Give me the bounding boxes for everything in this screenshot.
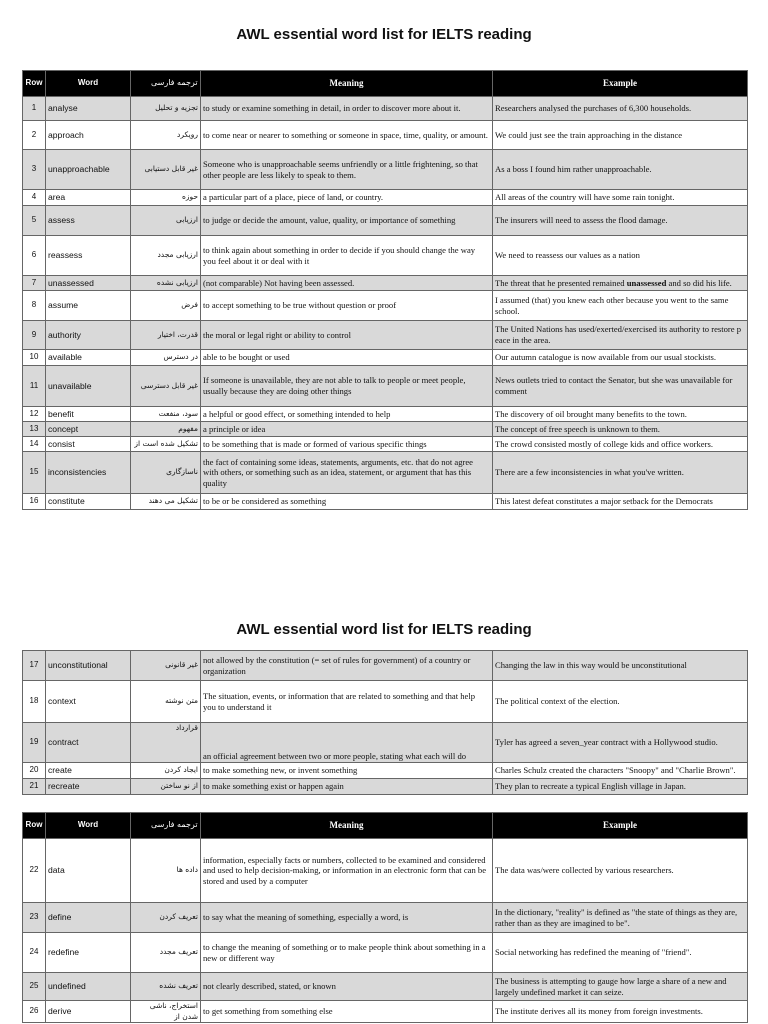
example: We need to reassess our values as a nation (493, 236, 748, 276)
word: unassessed (46, 276, 131, 291)
table-row (23, 903, 748, 933)
row-number: 15 (23, 452, 46, 494)
persian-translation: تعریف نشده (131, 973, 201, 1001)
row-number: 5 (23, 206, 46, 236)
word: approach (46, 121, 131, 150)
example: The discovery of oil brought many benefits to the town. (493, 407, 748, 422)
table-row (23, 407, 748, 422)
word: concept (46, 422, 131, 437)
row-number: 20 (23, 763, 46, 779)
row-number: 6 (23, 236, 46, 276)
table-row (23, 763, 748, 779)
word-table-3 (22, 812, 748, 1023)
row-number: 19 (23, 723, 46, 763)
meaning: a helpful or good effect, or something intended to help (201, 407, 493, 422)
persian-translation: غیر قابل دسترسی (131, 366, 201, 407)
table-row (23, 933, 748, 973)
word: available (46, 350, 131, 366)
persian-translation: استخراج، ناشی شدن از (131, 1001, 201, 1023)
word-table-1 (22, 70, 748, 510)
row-number: 9 (23, 321, 46, 350)
row-number: 23 (23, 903, 46, 933)
persian-translation: داده ها (131, 839, 201, 903)
example-highlight: unassessed (626, 277, 667, 288)
example: The data was/were collected by various researchers. (493, 839, 748, 903)
row-number: 11 (23, 366, 46, 407)
row-number: 2 (23, 121, 46, 150)
word: authority (46, 321, 131, 350)
meaning: The situation, events, or information that are related to something and that help you to understand it (201, 681, 493, 723)
example: Our autumn catalogue is now available from our usual stockists. (493, 350, 748, 366)
meaning: information, especially facts or numbers, collected to be examined and considered and used to help decision-making, or information in an electronic form that can be stored and used by a computer (201, 839, 493, 903)
meaning: to come near or nearer to something or someone in space, time, quality, or amount. (201, 121, 493, 150)
table-row (23, 779, 748, 795)
header-row: Row (23, 71, 46, 97)
row-number: 3 (23, 150, 46, 190)
example: The business is attempting to gauge how large a share of a new and largely undefined market it can seize. (493, 973, 748, 1001)
persian-translation: تشکیل شده است از (131, 437, 201, 452)
table-row (23, 973, 748, 1001)
persian-translation: ارزیابی مجدد (131, 236, 201, 276)
persian-translation: ایجاد کردن (131, 763, 201, 779)
word: inconsistencies (46, 452, 131, 494)
example: Tyler has agreed a seven_year contract with a Hollywood studio. (493, 723, 748, 763)
meaning: to make something exist or happen again (201, 779, 493, 795)
persian-translation: ارزیابی نشده (131, 276, 201, 291)
example: Researchers analysed the purchases of 6,300 households. (493, 97, 748, 121)
header-persian: ترجمه فارسی (131, 813, 201, 839)
word: unapproachable (46, 150, 131, 190)
example: This latest defeat constitutes a major setback for the Democrats (493, 494, 748, 510)
meaning: to think again about something in order to decide if you should change the way you feel about it or deal with it (201, 236, 493, 276)
table-row (23, 350, 748, 366)
table-row (23, 723, 748, 763)
header-persian: ترجمه فارسی (131, 71, 201, 97)
meaning: to accept something to be true without question or proof (201, 291, 493, 321)
example (493, 276, 748, 291)
header-meaning: Meaning (201, 813, 493, 839)
example: News outlets tried to contact the Senator, but she was unavailable for comment (493, 366, 748, 407)
word: create (46, 763, 131, 779)
example: The concept of free speech is unknown to them. (493, 422, 748, 437)
persian-translation: حوزه (131, 190, 201, 206)
example: The United Nations has used/exerted/exercised its authority to restore p eace in the area. (493, 321, 748, 350)
table-row (23, 366, 748, 407)
meaning: an official agreement between two or more people, stating what each will do (201, 723, 493, 763)
persian-translation: فرض (131, 291, 201, 321)
example-text: and so did his life. (666, 277, 732, 288)
word: derive (46, 1001, 131, 1023)
persian-translation: قدرت، اختیار (131, 321, 201, 350)
row-number: 14 (23, 437, 46, 452)
table-row (23, 291, 748, 321)
meaning: to study or examine something in detail, in order to discover more about it. (201, 97, 493, 121)
persian-translation: تشکیل می دهند (131, 494, 201, 510)
word: define (46, 903, 131, 933)
header-word: Word (46, 813, 131, 839)
table-row (23, 452, 748, 494)
table-row (23, 276, 748, 291)
persian-translation: غیر قابل دستیابی (131, 150, 201, 190)
example: We could just see the train approaching in the distance (493, 121, 748, 150)
meaning: to judge or decide the amount, value, quality, or importance of something (201, 206, 493, 236)
row-number: 7 (23, 276, 46, 291)
meaning: (not comparable) Not having been assessed. (201, 276, 493, 291)
header-meaning: Meaning (201, 71, 493, 97)
row-number: 12 (23, 407, 46, 422)
persian-translation: تعریف کردن (131, 903, 201, 933)
table-row (23, 651, 748, 681)
row-number: 22 (23, 839, 46, 903)
word-table-2 (22, 650, 748, 795)
row-number: 21 (23, 779, 46, 795)
table-header (23, 813, 748, 839)
persian-translation: رویکرد (131, 121, 201, 150)
example: The insurers will need to assess the flood damage. (493, 206, 748, 236)
row-number: 8 (23, 291, 46, 321)
persian-translation: در دسترس (131, 350, 201, 366)
meaning: Someone who is unapproachable seems unfriendly or a little frightening, so that other people are less likely to speak to them. (201, 150, 493, 190)
example-text: The threat that he presented remained (495, 277, 627, 288)
word: assess (46, 206, 131, 236)
table-row (23, 206, 748, 236)
word: contract (46, 723, 131, 763)
table-header (23, 71, 748, 97)
header-row: Row (23, 813, 46, 839)
word: consist (46, 437, 131, 452)
example: Changing the law in this way would be unconstitutional (493, 651, 748, 681)
persian-translation: سود، منفعت (131, 407, 201, 422)
word: reassess (46, 236, 131, 276)
example: Social networking has redefined the meaning of "friend". (493, 933, 748, 973)
row-number: 24 (23, 933, 46, 973)
table-row (23, 236, 748, 276)
persian-translation: غیر قانونی (131, 651, 201, 681)
example: The institute derives all its money from foreign investments. (493, 1001, 748, 1023)
word: unconstitutional (46, 651, 131, 681)
table-row (23, 121, 748, 150)
word: assume (46, 291, 131, 321)
persian-translation: تعریف مجدد (131, 933, 201, 973)
row-number: 18 (23, 681, 46, 723)
row-number: 16 (23, 494, 46, 510)
word: area (46, 190, 131, 206)
persian-translation: ناسازگاری (131, 452, 201, 494)
meaning: able to be bought or used (201, 350, 493, 366)
row-number: 17 (23, 651, 46, 681)
table-row (23, 839, 748, 903)
row-number: 1 (23, 97, 46, 121)
persian-translation: متن نوشته (131, 681, 201, 723)
word: data (46, 839, 131, 903)
header-word: Word (46, 71, 131, 97)
persian-translation: مفهوم (131, 422, 201, 437)
meaning: a particular part of a place, piece of land, or country. (201, 190, 493, 206)
table-row (23, 97, 748, 121)
persian-translation: از نو ساختن (131, 779, 201, 795)
header-example: Example (493, 813, 748, 839)
meaning: the moral or legal right or ability to control (201, 321, 493, 350)
example: All areas of the country will have some rain tonight. (493, 190, 748, 206)
table-row (23, 150, 748, 190)
example: They plan to recreate a typical English village in Japan. (493, 779, 748, 795)
example: I assumed (that) you knew each other because you went to the same school. (493, 291, 748, 321)
table-row (23, 681, 748, 723)
table-row (23, 422, 748, 437)
table-row (23, 321, 748, 350)
page-title: AWL essential word list for IELTS reading (236, 621, 532, 638)
table-row (23, 437, 748, 452)
meaning: to say what the meaning of something, especially a word, is (201, 903, 493, 933)
word: context (46, 681, 131, 723)
row-number: 10 (23, 350, 46, 366)
persian-translation: ارزیابی (131, 206, 201, 236)
persian-translation: تجزیه و تحلیل (131, 97, 201, 121)
meaning: the fact of containing some ideas, statements, arguments, etc. that do not agree with others, or something such as an idea, statement, or argument that has this quality (201, 452, 493, 494)
example: There are a few inconsistencies in what you've written. (493, 452, 748, 494)
meaning: not clearly described, stated, or known (201, 973, 493, 1001)
row-number: 13 (23, 422, 46, 437)
example: As a boss I found him rather unapproachable. (493, 150, 748, 190)
word: benefit (46, 407, 131, 422)
meaning: a principle or idea (201, 422, 493, 437)
page-title: AWL essential word list for IELTS reading (236, 26, 532, 43)
example: In the dictionary, "reality" is defined as "the state of things as they are, rather than as they are imagined to be". (493, 903, 748, 933)
meaning: not allowed by the constitution (= set of rules for government) of a country or organization (201, 651, 493, 681)
word: recreate (46, 779, 131, 795)
row-number: 4 (23, 190, 46, 206)
row-number: 25 (23, 973, 46, 1001)
persian-translation: قرارداد (131, 723, 201, 763)
meaning: to be or be considered as something (201, 494, 493, 510)
meaning: to get something from something else (201, 1001, 493, 1023)
table-row (23, 190, 748, 206)
word: undefined (46, 973, 131, 1001)
header-example: Example (493, 71, 748, 97)
example: Charles Schulz created the characters "Snoopy" and "Charlie Brown". (493, 763, 748, 779)
word: analyse (46, 97, 131, 121)
meaning: to change the meaning of something or to make people think about something in a new or different way (201, 933, 493, 973)
word: redefine (46, 933, 131, 973)
example: The crowd consisted mostly of college kids and office workers. (493, 437, 748, 452)
meaning: If someone is unavailable, they are not able to talk to people or meet people, usually because they are doing other things (201, 366, 493, 407)
meaning: to be something that is made or formed of various specific things (201, 437, 493, 452)
example: The political context of the election. (493, 681, 748, 723)
table-row (23, 1001, 748, 1023)
word: unavailable (46, 366, 131, 407)
meaning: to make something new, or invent something (201, 763, 493, 779)
row-number: 26 (23, 1001, 46, 1023)
word: constitute (46, 494, 131, 510)
table-row (23, 494, 748, 510)
